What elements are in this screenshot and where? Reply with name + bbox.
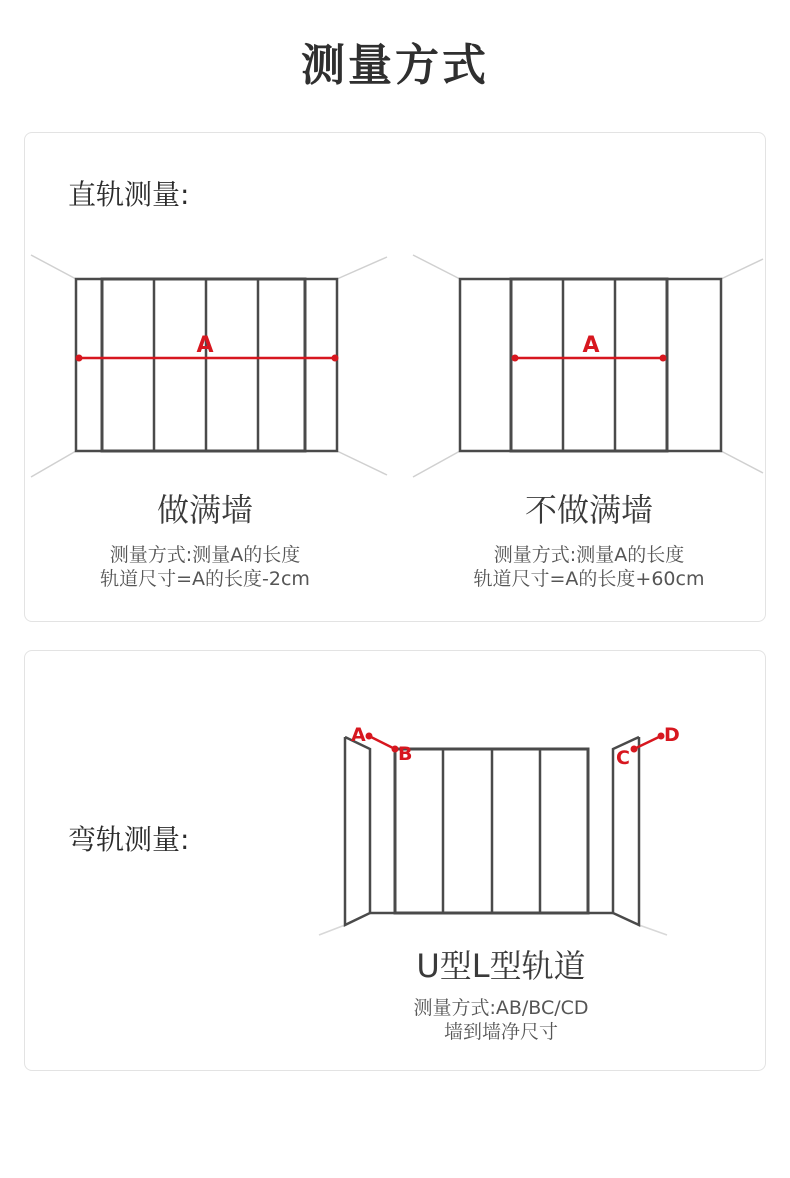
measure-endpoint <box>332 355 339 362</box>
measure-label-a: A <box>196 333 214 358</box>
curtain-block <box>511 279 667 451</box>
not-full-wall-note-line2: 轨道尺寸=A的长度+60cm <box>473 568 705 590</box>
measure-point-c <box>631 746 638 753</box>
u-l-track-note-line1: 测量方式:AB/BC/CD <box>413 997 589 1019</box>
measure-point-a <box>366 733 373 740</box>
not-full-wall-diagram <box>397 251 767 491</box>
full-wall-note-line2: 轨道尺寸=A的长度-2cm <box>100 568 310 590</box>
point-label-d: D <box>664 724 680 746</box>
point-label-a: A <box>351 724 366 746</box>
curtain-panels <box>443 749 540 913</box>
floor-perspective-lines <box>319 925 667 935</box>
point-label-c: C <box>616 747 630 769</box>
curved-track-card <box>24 650 766 1071</box>
measure-endpoint <box>512 355 519 362</box>
page-title: 测量方式 <box>301 40 489 91</box>
straight-track-heading: 直轨测量: <box>68 178 190 211</box>
measure-endpoint <box>76 355 83 362</box>
not-full-wall-caption: 不做满墙 <box>524 491 653 529</box>
u-l-track-caption: U型L型轨道 <box>416 947 586 985</box>
measure-label-a: A <box>582 333 600 358</box>
curtain-panels <box>154 279 258 451</box>
full-wall-diagram <box>25 251 397 491</box>
measure-endpoint <box>660 355 667 362</box>
u-l-track-note-line2: 墙到墙净尺寸 <box>443 1021 558 1043</box>
curtain-panels <box>563 279 615 451</box>
not-full-wall-note-line1: 测量方式:测量A的长度 <box>493 544 685 566</box>
straight-track-card <box>24 132 766 622</box>
u-l-track-diagram <box>311 713 691 953</box>
full-wall-caption: 做满墙 <box>156 491 253 529</box>
curtain-block <box>102 279 305 451</box>
point-label-b: B <box>398 743 413 765</box>
perspective-lines <box>413 255 763 477</box>
full-wall-note-line1: 测量方式:测量A的长度 <box>109 544 301 566</box>
curved-track-heading: 弯轨测量: <box>68 823 190 856</box>
perspective-lines <box>31 255 387 477</box>
wall-frame <box>460 279 721 451</box>
